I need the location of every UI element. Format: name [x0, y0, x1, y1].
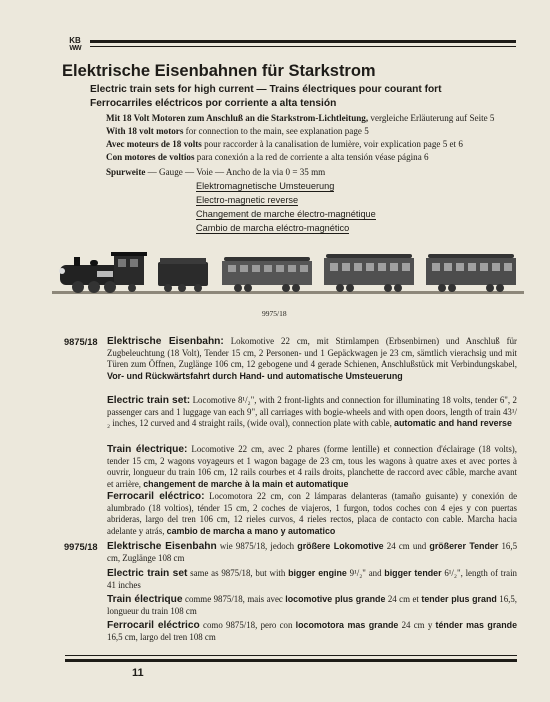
- page-title: Elektrische Eisenbahnen für Starkstrom: [62, 62, 376, 80]
- header-rule-thick: [90, 40, 516, 43]
- reverse-label-es: Cambio de marcha eléctro-magnético: [196, 223, 350, 233]
- luggage-van: [426, 254, 516, 292]
- footer-rule-thin: [65, 655, 517, 656]
- item2-es: Ferrocaril eléctrico como 9875/18, pero con locomotora mas grande 24 cm y ténder mas grande 16,5 cm, largo del tren 108 cm: [107, 620, 518, 642]
- passenger-coach-2: [324, 254, 414, 292]
- logo-bottom-text: WW: [69, 45, 81, 52]
- train-illustration: [52, 247, 524, 303]
- reverse-label-de: Elektromagnetische Umsteuerung: [196, 181, 335, 191]
- gauge-line: Spurweite — Gauge — Voie — Ancho de la via 0 = 35 mm: [106, 167, 326, 177]
- voltage-line-en: With 18 volt motors for connection to the main, see explanation page 5: [106, 126, 369, 136]
- voltage-line-es: Con motores de voltios para conexión a la red de corriente a alta tensión véase página 6: [106, 152, 429, 162]
- item1-de: Elektrische Eisenbahn: Lokomotive 22 cm, mit Stirnlampen (Erbsenbirnen) und Anschluß für Zugbeleuchtung (18 Volt), Tender 15 cm, 2 Personen- und 1 Gepäckwagen je 23 cm, sämtlich vierachsig und mit Türen zum Öffnen, Zuglänge 106 cm, 12 gebogene und 4 gerade Schienen, Anschlußstück mit Verbindungskabel, Vor- und Rückwärtsfahrt durch Hand- und automatische Umsteuerung: [107, 336, 518, 381]
- item1-fr: Train électrique: Locomotive 22 cm, avec 2 phares (forme lentille) et connection d'éclairage (18 volts), tender 15 cm, 2 wagons voyageurs et 1 wagon bagage de 23 cm, tous les wagons à quatre axes et avec portes à ouvrir, longueur du train 106 cm, 12 rails courbes et 4 rails droits, planchette de raccord avec câble, marche avant et arrière, changement de marche à la main et automatique: [107, 444, 517, 489]
- reverse-label-en: Electro-magnetic reverse: [196, 195, 299, 205]
- item-number-9875: 9875/18: [64, 337, 98, 347]
- subtitle-es: Ferrocarriles eléctricos por corriente a alta tensión: [90, 98, 337, 109]
- page-number: 11: [132, 667, 144, 679]
- tender: [158, 258, 208, 292]
- logo-top-text: KB: [69, 36, 81, 45]
- item2-de: Elektrische Eisenbahn wie 9875/18, jedoch größere Lokomotive 24 cm und größerer Tender 16,5 cm, Zuglänge 108 cm: [107, 541, 518, 563]
- header-rule-thin: [90, 46, 516, 47]
- item2-en: Electric train set same as 9875/18, but with bigger engine 9¹/₂" and bigger tender 6¹/₂", length of train 41 inches: [107, 568, 517, 590]
- subtitle-en-fr: Electric train sets for high current — Trains électriques pour courant fort: [90, 84, 442, 95]
- item1-en: Electric train set: Locomotive 8¹/₂", with 2 front-lights and connection for illuminating 18 volts, tender 6", 2 passenger cars and 1 luggage van each 9", all carriages with bogie-wheels and with open doors, length of train 43¹/₂ inches, 12 curved and 4 straight rails, (wide oval), connection plate with cable, automatic and hand reverse: [107, 395, 517, 429]
- image-caption: 9975/18: [262, 309, 287, 318]
- footer-rule-thick: [65, 659, 517, 662]
- reverse-label-fr: Changement de marche électro-magnétique: [196, 209, 376, 219]
- passenger-coach-1: [222, 257, 312, 292]
- voltage-line-fr: Avec moteurs de 18 volts pour raccorder à la canalisation de lumière, voir explication page 5 et 6: [106, 139, 463, 149]
- voltage-line-de: Mit 18 Volt Motoren zum Anschluß an die Starkstrom-Lichtleitung, vergleiche Erläuterung auf Seite 5: [106, 113, 495, 123]
- item1-es: Ferrocaril eléctrico: Locomotora 22 cm, con 2 lámparas delanteras (tamaño guisante) y conexión de alumbrado (18 voltios), ténder 15 cm, 2 coches de viajeros, 1 furgon, todos coches con 4 ejes y con puertas abrideras, largo del tren 106 cm, 12 rieles curvos, 4 rieles rectos, placa de contacto con cable. Marcha hacia adelante y atrás, cambio de marcha a mano y automatico: [107, 491, 518, 536]
- kbw-logo: [65, 37, 85, 53]
- locomotive: [59, 252, 147, 293]
- item2-fr: Train électrique comme 9875/18, mais avec locomotive plus grande 24 cm et tender plus grand 16,5, longueur du train 108 cm: [107, 594, 518, 616]
- item-number-9975: 9975/18: [64, 542, 98, 552]
